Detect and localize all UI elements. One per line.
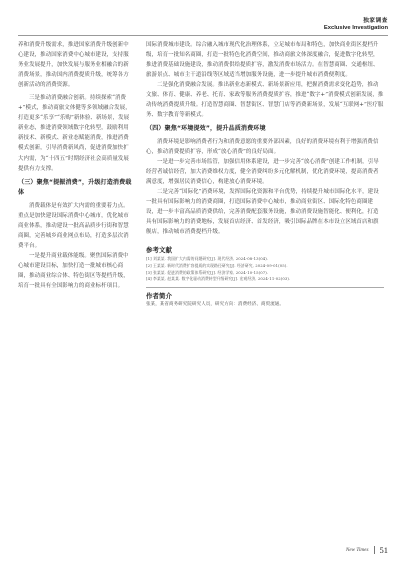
page-number: 51: [379, 545, 388, 555]
page-footer: [346, 545, 388, 555]
right-subheading: （四）聚焦“环境提效”，提升品质消费环境: [146, 125, 266, 133]
right-paragraph-3: 消费环境是影响消费者行为和消费意愿的重要外部因素，良好的消费环境有利于增强消费信心，推动消费提质扩容，形成“放心消费”的良好局面。: [146, 138, 379, 155]
right-column: [146, 40, 384, 309]
left-paragraph-4: 一是提升商业载体能级。聚焦国际消费中心城市建设目标，加快打造一批城市核心商圈，推动商业综合体、特色街区等提档升级，培育一批具有全国影响力的商业标杆项目。: [18, 252, 129, 289]
author-bio-text: 张某，某省商务研究院研究人员，研究方向：消费经济、商贸流通。: [146, 302, 284, 308]
journal-name: New Times: [345, 547, 369, 553]
references-divider: [146, 287, 384, 288]
left-paragraph-3: 消费载体是有效扩大内需的重要着力点。重点是加快建设国际消费中心城市，优化城市商业体系，推动建设一批高品质步行街和智慧商圈，完善城乡商业网点布局，打造多层次消费平台。: [18, 202, 129, 249]
left-subheading: （三）聚焦“提振消费”，升级打造消费载体: [18, 178, 132, 197]
page-header: [324, 18, 388, 32]
right-paragraph-4: 一是进一步完善市场监管，加强信用体系建设，进一步完善“放心消费”创建工作机制，引导经营者诚信经营，加大消费维权力度，健全消费纠纷多元化解机制，优化消费环境，提高消费者满意度，增强居民消费信心，构建放心消费环境。: [146, 158, 379, 186]
left-paragraph-2: 三是推动消费融合创新。持续探索“消费+”模式，推动商旅文体健等多领域融合发展，打造更多“乐享”“乐购”新体验、新场景，发展新业态，推进消费领域数字化转型，鼓励利用新技术、新模式、新业态赋能消费，推进消费模式创新，引导消费新风尚，促进消费加快扩大内需，为“十四五”时期经济社会高质量发展提供有力支撑。: [18, 95, 131, 172]
left-paragraph-1: 养和消费升级需求，推进国家消费升级创新中心建设，推动国家消费中心城市建设，支持服务业发展提升，加快发展与服务业相融合的新消费场景，推动国内消费提质升级，统筹各方创新活动的消费资源。: [18, 42, 129, 89]
reference-item: [3] 张某某. 促进消费的政策体系研究[J]. 经济学家, 2024-10-15(07).: [146, 269, 269, 275]
footer-divider: [374, 546, 375, 554]
header-divider: [18, 35, 388, 36]
left-column: [18, 40, 132, 291]
section-title-cn: 独家调查: [363, 18, 388, 24]
reference-item: [1] 刘某某. 我国扩大内需的问题研究[J]. 现代经济, 2024-08-13(04).: [146, 256, 269, 262]
right-paragraph-5: 二是完善“国际化”消费环境，发挥国际化资源和平台优势，持续提升城市国际化水平，建设一批具有国际影响力的消费商圈，打造国际消费中心城市，推动商业街区、国际化特色商圈建设，进一步丰富高品质消费供给，完善消费配套服务设施，推动消费设施智能化、便利化，打造具有国际影响力的消费地标，发展首店经济、首发经济，吸引国际品牌在本市设立区域首店和旗舰店，推动城市消费提档升级。: [146, 189, 379, 236]
reference-item: [4] 李某某, 赵某某. 数字化驱动消费转型升级研究[J]. 宏观经济, 2024-11-02(03).: [146, 276, 291, 282]
references-heading: 参考文献: [146, 246, 172, 255]
author-bio-heading: 作者简介: [146, 292, 172, 301]
references-list: [146, 256, 384, 283]
right-paragraph-1: 国际消费城市建设。综合融入城市现代化治理体系，立足城市布局和特色，加快商业街区提档升级，培育一批知名商圈，打造一批特色化消费空间，推动商旅文体深度融合，促进数字化转型，推进消费基础设施建设，推动消费供给提质扩容，激发消费市场活力。在智慧商圈、交通枢纽、旅游景点、城市主干道沿线等区域适当增加服务设施，进一步提升城市消费便利度。: [146, 42, 379, 79]
reference-item: [2] 王某某. 新时代消费扩容提质的实现路径研究[J]. 经济研究, 2024-09-01(05).: [146, 263, 288, 269]
author-bio: [146, 301, 384, 309]
right-paragraph-2: 二是强化消费融合发展。推出新业态新模式、新场景新应用，把握消费需求变化趋势，推动文旅、体育、健康、养老、托育、家政等服务消费提质扩容，推进“数字+”消费模式创新发展，推动传统消费提质升级。打造智慧商圈、智慧街区、智慧门店等消费新场景，发展“互联网+”医疗服务、数字教育等新模式。: [146, 82, 384, 119]
section-title-en: Exclusive Investigation: [323, 25, 388, 31]
